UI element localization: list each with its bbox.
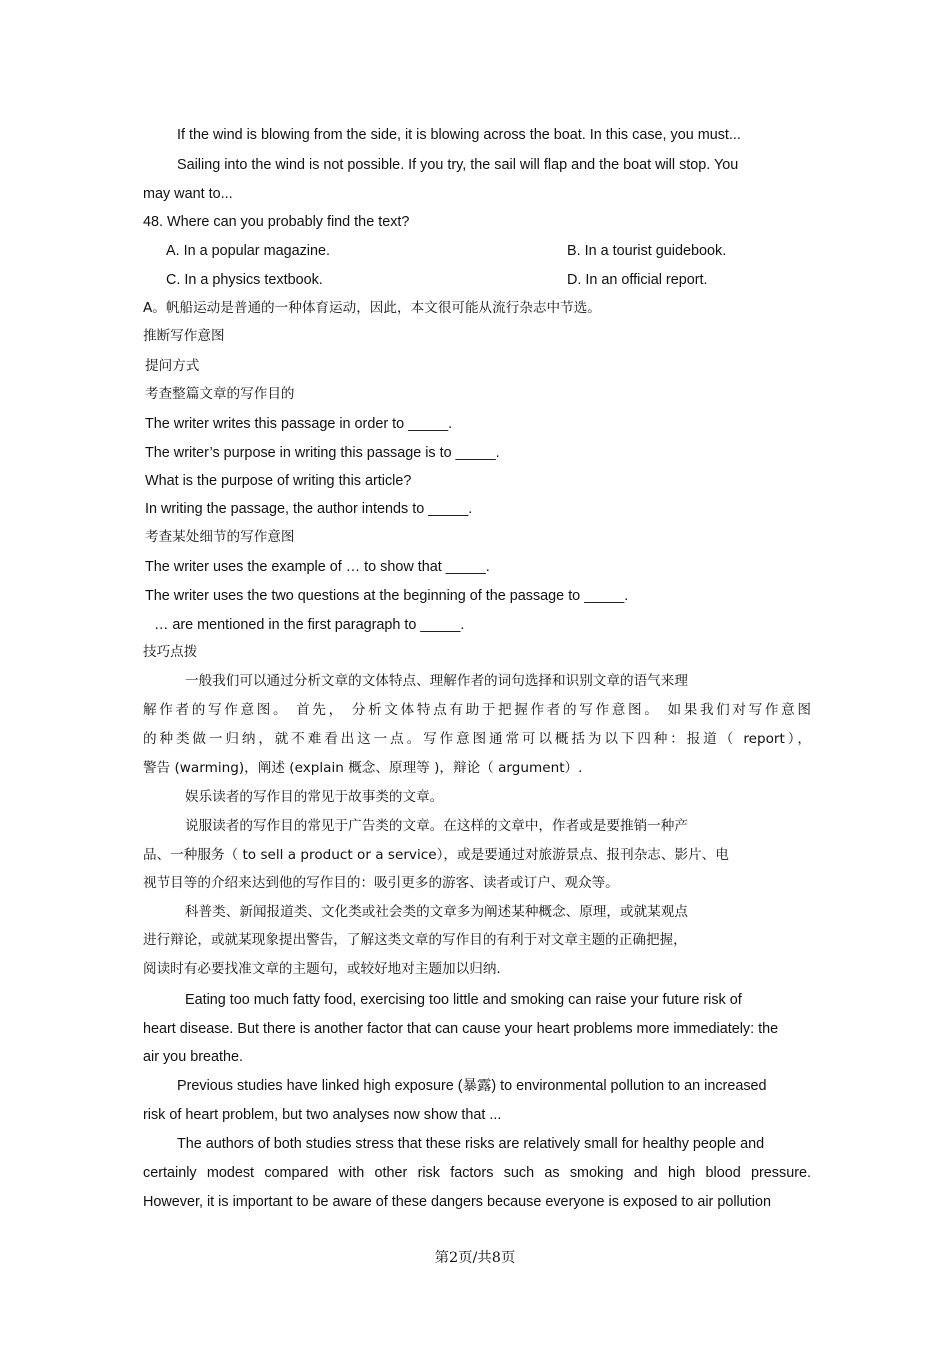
section-heading: 技巧点拨 xyxy=(143,644,198,660)
subsection-heading: 提问方式 xyxy=(145,358,200,374)
paragraph-line: air you breathe. xyxy=(143,1049,243,1065)
paragraph-line: 娱乐读者的写作目的常见于故事类的文章。 xyxy=(185,789,444,805)
page-number: 第2页/共8页 xyxy=(434,1250,516,1266)
paragraph-line: certainly modest compared with other risk factors such as smoking and high blood pressure. xyxy=(143,1165,811,1181)
paragraph-line: 警告 (warming)，阐述 (explain 概念、原理等 )，辩论（ argument）. xyxy=(143,760,583,776)
subsection-heading: 考查某处细节的写作意图 xyxy=(145,529,295,545)
option-c: C. In a physics textbook. xyxy=(166,272,323,288)
paragraph-line: 解作者的写作意图。 首先， 分析文体特点有助于把握作者的写作意图。 如果我们对写作意图 xyxy=(143,702,811,718)
option-b: B. In a tourist guidebook. xyxy=(567,243,727,259)
paragraph-line: 的种类做一归纳，就不难看出这一点。写作意图通常可以概括为以下四种：报道（ report）， xyxy=(143,731,811,747)
option-a: A. In a popular magazine. xyxy=(166,243,330,259)
subsection-heading: 考查整篇文章的写作目的 xyxy=(145,386,295,402)
option-d: D. In an official report. xyxy=(567,272,708,288)
paragraph-line: Sailing into the wind is not possible. If you try, the sail will flap and the boat will stop. You xyxy=(177,157,739,173)
paragraph-line: 阅读时有必要找准文章的主题句，或较好地对主题加以归纳. xyxy=(143,961,501,977)
paragraph-line: If the wind is blowing from the side, it is blowing across the boat. In this case, you must... xyxy=(177,127,741,143)
paragraph-line: 说服读者的写作目的常见于广告类的文章。在这样的文章中，作者或是要推销一种产 xyxy=(185,818,688,834)
question-stem: 48. Where can you probably find the text? xyxy=(143,214,410,230)
question-form: The writer’s purpose in writing this passage is to _____. xyxy=(145,445,500,461)
paragraph-line: 进行辩论，或就某现象提出警告，了解这类文章的写作目的有利于对文章主题的正确把握， xyxy=(143,932,687,948)
paragraph-line: 科普类、新闻报道类、文化类或社会类的文章多为阐述某种概念、原理，或就某观点 xyxy=(185,904,688,920)
question-form: … are mentioned in the first paragraph to _____. xyxy=(154,617,465,633)
paragraph-line: Previous studies have linked high exposure (暴露) to environmental pollution to an increased xyxy=(177,1078,767,1094)
question-form: The writer writes this passage in order to _____. xyxy=(145,416,453,432)
option-row xyxy=(166,270,834,290)
question-form: The writer uses the two questions at the beginning of the passage to _____. xyxy=(145,588,629,604)
section-heading: 推断写作意图 xyxy=(143,328,225,344)
option-row xyxy=(166,241,834,261)
paragraph-line: Eating too much fatty food, exercising too little and smoking can raise your future risk of xyxy=(185,992,742,1008)
answer-explanation: A。帆船运动是普通的一种体育运动，因此，本文很可能从流行杂志中节选。 xyxy=(143,300,601,316)
paragraph-line: may want to... xyxy=(143,186,233,202)
paragraph-line: The authors of both studies stress that these risks are relatively small for healthy people and xyxy=(177,1136,765,1152)
paragraph-line: heart disease. But there is another factor that can cause your heart problems more immediately: the xyxy=(143,1021,779,1037)
question-form: The writer uses the example of … to show that _____. xyxy=(145,559,490,575)
paragraph-line: However, it is important to be aware of these dangers because everyone is exposed to air pollution xyxy=(143,1194,771,1210)
paragraph-line: 品、一种服务（ to sell a product or a service），或是要通过对旅游景点、报刊杂志、影片、电 xyxy=(143,847,729,863)
paragraph-line: risk of heart problem, but two analyses now show that ... xyxy=(143,1107,502,1123)
paragraph-line: 一般我们可以通过分析文章的文体特点、理解作者的词句选择和识别文章的语气来理 xyxy=(185,673,688,689)
question-form: What is the purpose of writing this article? xyxy=(145,473,412,489)
paragraph-line: 视节目等的介绍来达到他的写作目的：吸引更多的游客、读者或订户、观众等。 xyxy=(143,875,619,891)
question-form: In writing the passage, the author intends to _____. xyxy=(145,501,473,517)
